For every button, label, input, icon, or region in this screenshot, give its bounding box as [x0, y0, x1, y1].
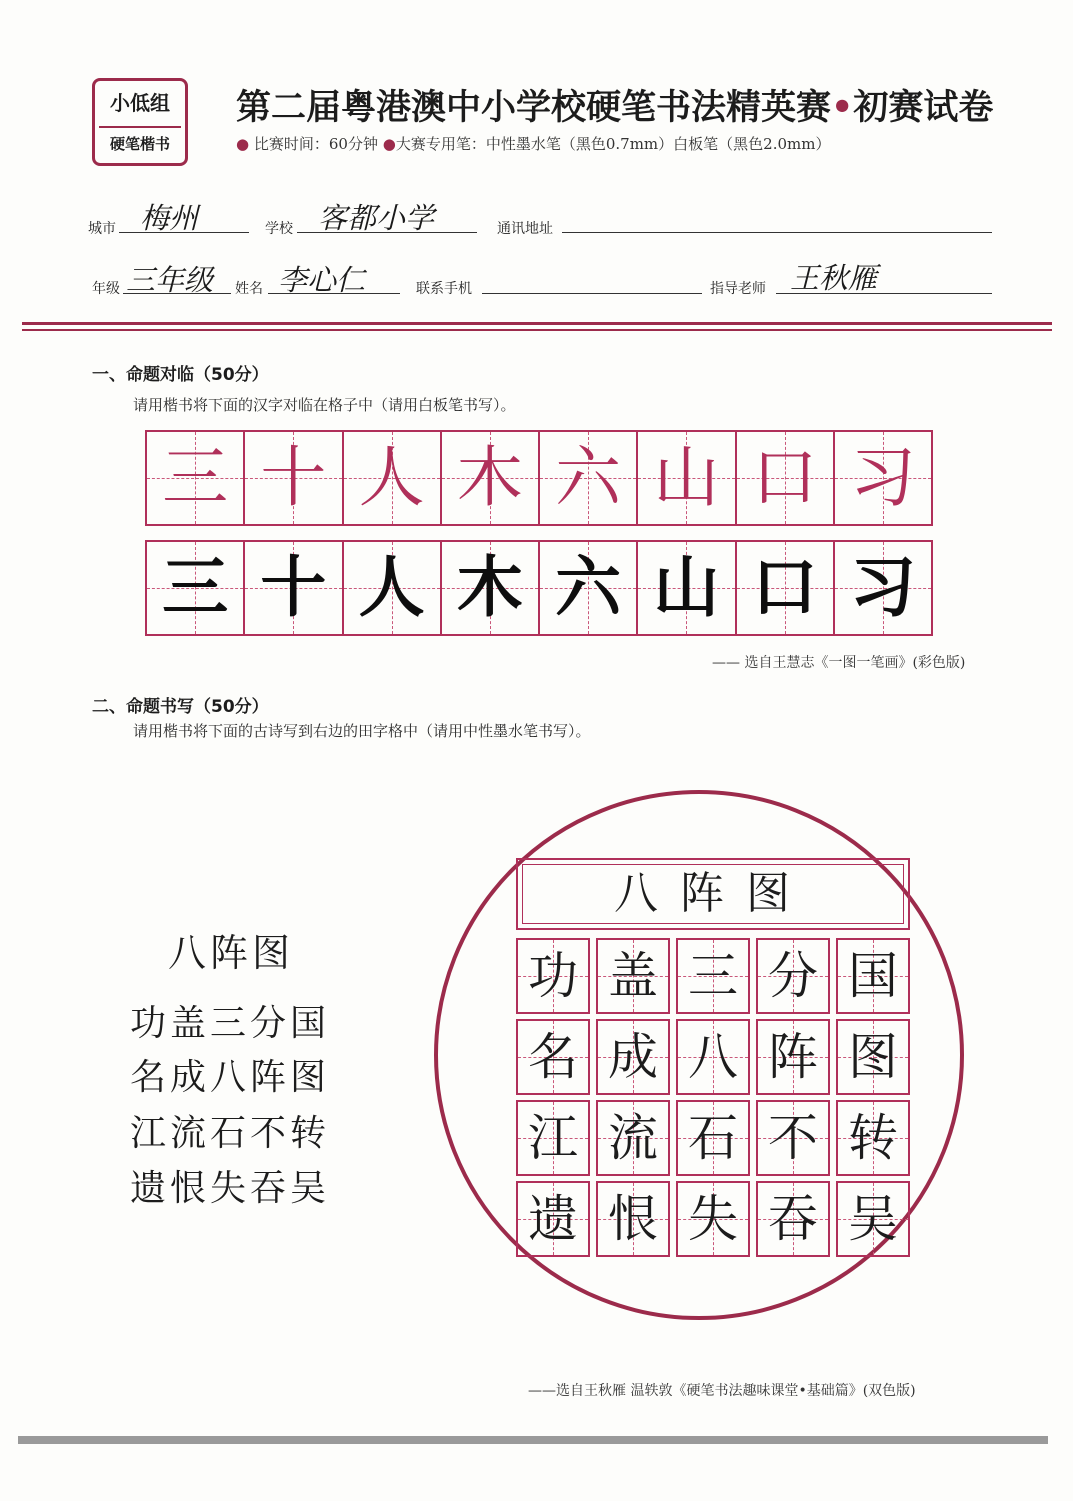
written-char: 功	[528, 947, 578, 1005]
city-label: 城市	[88, 221, 116, 237]
tianzige-row	[516, 1181, 910, 1257]
written-char: 吴	[848, 1190, 898, 1248]
reference-cell	[245, 432, 343, 524]
tianzige-cell[interactable]	[596, 1181, 670, 1257]
poem-line: 功盖三分国	[130, 1003, 331, 1044]
copy-cell[interactable]	[737, 542, 835, 634]
written-char: 石	[688, 1109, 738, 1167]
reference-cell	[442, 432, 540, 524]
bullet-icon: ●	[382, 135, 396, 153]
written-char: 八	[688, 1028, 738, 1086]
divider-rule-bottom	[22, 329, 1052, 331]
section2-heading: 二、命题书写（50分）	[92, 697, 269, 717]
written-char: 转	[848, 1109, 898, 1167]
tianzige-cell[interactable]	[756, 938, 830, 1014]
reference-cell	[638, 432, 736, 524]
reference-char: 口	[751, 439, 818, 516]
written-title-box[interactable]	[516, 858, 910, 930]
reference-cell	[540, 432, 638, 524]
written-char: 三	[688, 947, 738, 1005]
copied-char: 六	[555, 549, 622, 626]
section2-description: 请用楷书将下面的古诗写到右边的田字格中（请用中性墨水笔书写）。	[133, 722, 591, 740]
section1-description: 请用楷书将下面的汉字对临在格子中（请用白板笔书写）。	[133, 396, 516, 414]
phone-label: 联系手机	[416, 281, 472, 297]
bottom-bar	[18, 1436, 1048, 1444]
tianzige-cell[interactable]	[596, 938, 670, 1014]
written-char: 吞	[768, 1190, 818, 1248]
tianzige-cell[interactable]	[676, 1019, 750, 1095]
tianzige-cell[interactable]	[756, 1100, 830, 1176]
section1-heading: 一、命题对临（50分）	[92, 365, 269, 385]
copy-cell[interactable]	[540, 542, 638, 634]
page-title	[236, 80, 993, 130]
category-badge	[92, 78, 188, 166]
copied-char: 三	[162, 549, 229, 626]
tianzige-row	[516, 938, 910, 1014]
copy-cell[interactable]	[638, 542, 736, 634]
copy-cell[interactable]	[344, 542, 442, 634]
tianzige-row	[516, 1019, 910, 1095]
name-value: 李心仁	[278, 263, 366, 297]
written-title: 八阵图	[614, 868, 812, 919]
poem-title: 八阵图	[168, 931, 295, 975]
reference-grid-row	[145, 430, 933, 526]
tianzige-cell[interactable]	[756, 1181, 830, 1257]
section1-credit: —— 选自王慧志《一图一笔画》(彩色版)	[712, 655, 966, 671]
tianzige-cell[interactable]	[516, 1181, 590, 1257]
contest-time: 比赛时间：60分钟	[253, 135, 378, 153]
written-char: 盖	[608, 947, 658, 1005]
copy-cell[interactable]	[147, 542, 245, 634]
written-char: 名	[528, 1028, 578, 1086]
poem-line: 名成八阵图	[130, 1057, 331, 1098]
grade-value: 三年级	[126, 263, 214, 297]
tianzige-cell[interactable]	[596, 1019, 670, 1095]
reference-char: 十	[260, 439, 327, 516]
tianzige-cell[interactable]	[836, 1100, 910, 1176]
copied-char: 习	[849, 549, 916, 626]
written-char: 分	[768, 947, 818, 1005]
reference-char: 人	[358, 439, 425, 516]
written-char: 图	[848, 1028, 898, 1086]
bullet-icon: ●	[236, 135, 250, 153]
tianzige-cell[interactable]	[836, 1019, 910, 1095]
reference-char: 山	[653, 439, 720, 516]
copy-grid-row[interactable]	[145, 540, 933, 636]
grade-label: 年级	[92, 281, 120, 297]
tianzige-grid[interactable]	[516, 938, 910, 1270]
phone-field-line[interactable]	[482, 293, 702, 294]
address-label: 通讯地址	[497, 221, 553, 237]
title-suffix: 初赛试卷	[853, 88, 994, 128]
reference-char: 三	[162, 439, 229, 516]
address-field-line[interactable]	[562, 232, 992, 233]
tianzige-cell[interactable]	[676, 938, 750, 1014]
tianzige-cell[interactable]	[836, 1181, 910, 1257]
tianzige-cell[interactable]	[676, 1100, 750, 1176]
written-char: 国	[848, 947, 898, 1005]
written-char: 成	[608, 1028, 658, 1086]
written-char: 阵	[768, 1028, 818, 1086]
divider-rule-top	[22, 322, 1052, 325]
school-value: 客都小学	[318, 201, 435, 235]
tianzige-cell[interactable]	[596, 1100, 670, 1176]
reference-cell	[344, 432, 442, 524]
school-label: 学校	[265, 221, 293, 237]
teacher-value: 王秋雁	[790, 261, 878, 295]
written-char: 不	[768, 1109, 818, 1167]
tianzige-cell[interactable]	[516, 938, 590, 1014]
tianzige-cell[interactable]	[516, 1019, 590, 1095]
reference-char: 习	[849, 439, 916, 516]
city-value: 梅州	[140, 201, 199, 235]
copy-cell[interactable]	[245, 542, 343, 634]
copy-cell[interactable]	[442, 542, 540, 634]
copied-char: 口	[751, 549, 818, 626]
written-char: 江	[528, 1109, 578, 1167]
contest-pen: 大赛专用笔：中性墨水笔（黑色0.7mm）白板笔（黑色2.0mm）	[395, 135, 831, 153]
title-dot: •	[831, 88, 854, 128]
title-main: 第二届粤港澳中小学校硬笔书法精英赛	[236, 88, 832, 128]
reference-char: 六	[555, 439, 622, 516]
tianzige-cell[interactable]	[836, 938, 910, 1014]
written-char: 流	[608, 1109, 658, 1167]
written-char: 失	[688, 1190, 738, 1248]
copied-char: 人	[358, 549, 425, 626]
copied-char: 木	[456, 549, 523, 626]
reference-cell	[737, 432, 835, 524]
reference-char: 木	[456, 439, 523, 516]
badge-divider	[99, 126, 181, 128]
poem-line: 江流石不转	[130, 1113, 331, 1154]
poem-line: 遗恨失吞吴	[130, 1168, 331, 1209]
written-char: 遗	[528, 1190, 578, 1248]
badge-group-label: 小低组	[110, 91, 170, 115]
tianzige-row	[516, 1100, 910, 1176]
contest-info-line	[236, 133, 830, 154]
badge-style-label: 硬笔楷书	[109, 135, 170, 153]
tianzige-cell[interactable]	[516, 1100, 590, 1176]
section2-credit: ——选自王秋雁 温轶敦《硬笔书法趣味课堂•基础篇》(双色版)	[528, 1383, 916, 1399]
reference-cell	[835, 432, 931, 524]
name-label: 姓名	[235, 281, 263, 297]
copy-cell[interactable]	[835, 542, 931, 634]
written-char: 恨	[608, 1190, 658, 1248]
tianzige-cell[interactable]	[676, 1181, 750, 1257]
teacher-label: 指导老师	[710, 281, 766, 297]
copied-char: 十	[260, 549, 327, 626]
tianzige-cell[interactable]	[756, 1019, 830, 1095]
reference-cell	[147, 432, 245, 524]
copied-char: 山	[653, 549, 720, 626]
